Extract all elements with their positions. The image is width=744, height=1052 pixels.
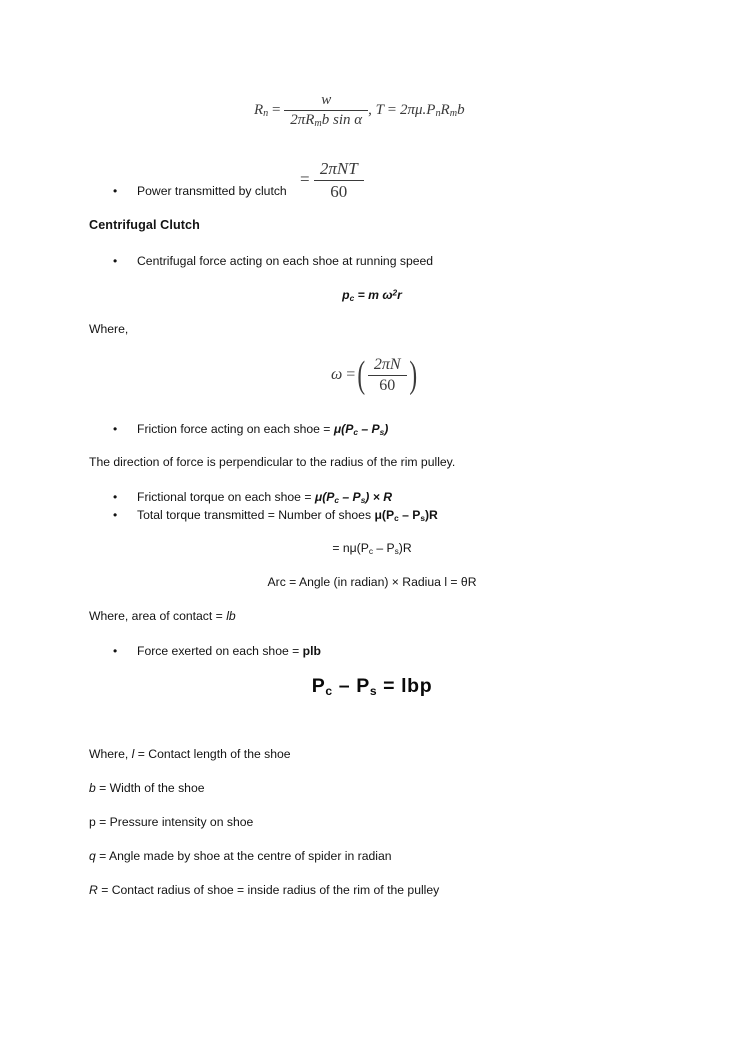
definition-symbol: p xyxy=(89,815,96,829)
eq1-numerator: w xyxy=(284,92,368,111)
friction-formula-close: ) xyxy=(384,422,389,436)
definition-symbol: q xyxy=(89,849,96,863)
where-label: Where, xyxy=(89,322,129,336)
formula-pc-sub: c xyxy=(349,292,355,303)
bullet-centrifugal-force xyxy=(113,253,433,269)
eq1-torque-rhs-a: 2πμ.P xyxy=(399,101,436,118)
eq1-lhs: R xyxy=(254,101,264,118)
formula-pc-power: 2 xyxy=(392,287,398,298)
heading-centrifugal-clutch: Centrifugal Clutch xyxy=(89,218,200,232)
definition-pressure-intensity xyxy=(89,815,253,830)
definition-contact-length xyxy=(89,747,291,762)
eq1-den-sub: m xyxy=(314,118,322,130)
bullet-force-exerted-label: Force exerted on each shoe = xyxy=(137,644,303,658)
eq1-lhs-sub: n xyxy=(263,108,269,120)
definition-text: = Width of the shoe xyxy=(95,781,205,795)
big-formula-equals: = lbp xyxy=(377,675,433,697)
eq2-fraction xyxy=(314,159,364,202)
eq3-paren-open: ( xyxy=(357,354,366,396)
bullet-friction-force xyxy=(113,421,388,437)
definition-symbol: l xyxy=(131,747,135,761)
bullet-marker-icon: • xyxy=(113,490,118,504)
eq2-equals: = xyxy=(300,169,310,189)
definition-prefix: Where, xyxy=(89,747,132,761)
formula-pressure-difference xyxy=(0,675,744,698)
equation-normal-reaction xyxy=(254,92,465,129)
eq3-numerator: 2πN xyxy=(368,356,407,376)
big-formula-sub1: c xyxy=(325,684,333,699)
formula-pc-rest: = m ω xyxy=(354,288,393,302)
friction-formula-sub1: c xyxy=(353,426,358,437)
frictional-torque-minus: – P xyxy=(339,490,361,504)
where-area-label: Where, area of contact = xyxy=(89,609,227,623)
definition-text: = Pressure intensity on shoe xyxy=(95,815,254,829)
total-torque-result-close: )R xyxy=(398,541,412,555)
frictional-torque-sub1: c xyxy=(334,494,339,505)
eq3-equals: = xyxy=(346,366,356,384)
eq3-denominator: 60 xyxy=(379,377,396,394)
total-torque-result-sub2: s xyxy=(394,545,399,556)
big-formula-sub2: s xyxy=(369,684,378,699)
bullet-marker-icon: • xyxy=(113,644,118,658)
bullet-force-exerted xyxy=(113,643,321,659)
bullet-marker-icon: • xyxy=(113,508,118,522)
definition-text: = Angle made by shoe at the centre of spider in radian xyxy=(95,849,392,863)
friction-formula-open: μ(P xyxy=(333,422,354,436)
eq1-den-b: b sin α xyxy=(321,112,363,128)
total-torque-sub1: c xyxy=(394,512,399,523)
friction-formula-minus: – P xyxy=(357,422,380,436)
eq1-torque-sub1: n xyxy=(435,108,441,120)
bullet-centrifugal-force-label: Centrifugal force acting on each shoe at running speed xyxy=(137,254,434,268)
frictional-torque-sub2: s xyxy=(360,494,366,505)
bullet-power-transmitted xyxy=(113,183,287,199)
total-torque-result-sub1: c xyxy=(368,545,373,556)
arc-relation: Arc = Angle (in radian) × Radiua l = θR xyxy=(267,575,477,589)
eq1-fraction xyxy=(284,92,368,129)
eq1-torque-equals: = xyxy=(387,101,397,118)
definition-width xyxy=(89,781,205,796)
formula-pc-tail: r xyxy=(397,288,402,302)
direction-of-force-sentence: The direction of force is perpendicular to the radius of the rim pulley. xyxy=(89,455,456,469)
eq3-fraction xyxy=(368,356,407,395)
frictional-torque-close: ) × R xyxy=(365,490,393,504)
bullet-total-torque-label: Total torque transmitted = Number of shoes xyxy=(137,508,375,522)
definition-contact-radius xyxy=(89,883,439,898)
eq1-comma: , xyxy=(368,101,372,118)
bullet-frictional-torque xyxy=(113,489,392,505)
eq3-lhs: ω xyxy=(331,366,343,384)
bullet-marker-icon: • xyxy=(113,254,118,268)
bullet-total-torque xyxy=(113,507,438,523)
big-formula-p1: P xyxy=(311,675,326,697)
total-torque-sub2: s xyxy=(420,512,425,523)
friction-formula-sub2: s xyxy=(379,426,385,437)
bullet-frictional-torque-label: Frictional torque on each shoe = xyxy=(137,490,315,504)
eq3-paren-close: ) xyxy=(408,354,417,396)
equation-power-transmitted xyxy=(300,159,364,202)
definition-text: = Contact length of the shoe xyxy=(134,747,291,761)
definition-angle xyxy=(89,849,392,864)
bullet-marker-icon: • xyxy=(113,184,118,198)
frictional-torque-open: μ(P xyxy=(314,490,335,504)
where-area-of-contact xyxy=(89,609,236,624)
eq2-denominator: 60 xyxy=(330,182,348,201)
eq1-torque-sub2: m xyxy=(449,108,458,120)
total-torque-result xyxy=(0,541,744,555)
eq1-equals: = xyxy=(272,101,281,118)
big-formula-minus: – P xyxy=(332,675,370,697)
formula-pc-p: p xyxy=(342,288,350,302)
total-torque-open: μ(P xyxy=(374,508,395,522)
total-torque-result-minus: – P xyxy=(372,541,395,555)
where-area-symbol: lb xyxy=(226,609,236,623)
eq1-torque: T xyxy=(375,101,385,118)
total-torque-result-lead: = nμ(P xyxy=(332,541,369,555)
total-torque-close: )R xyxy=(425,508,438,522)
eq1-denominator xyxy=(284,111,368,129)
eq1-torque-rhs-b: R xyxy=(440,101,450,118)
definition-symbol: R xyxy=(89,883,98,897)
eq1-den-a: 2πR xyxy=(290,112,315,128)
definition-symbol: b xyxy=(89,781,96,795)
bullet-friction-force-label: Friction force acting on each shoe = xyxy=(137,422,334,436)
eq2-numerator: 2πNT xyxy=(314,159,364,181)
eq1-torque-rhs-c: b xyxy=(457,101,465,118)
force-exerted-symbol: plb xyxy=(302,644,321,658)
definition-text: = Contact radius of shoe = inside radius of the rim of the pulley xyxy=(97,883,440,897)
total-torque-minus: – P xyxy=(398,508,421,522)
formula-centrifugal-force xyxy=(0,288,744,302)
bullet-marker-icon: • xyxy=(113,422,118,436)
bullet-power-transmitted-label: Power transmitted by clutch xyxy=(137,184,287,198)
equation-angular-velocity xyxy=(331,356,419,395)
